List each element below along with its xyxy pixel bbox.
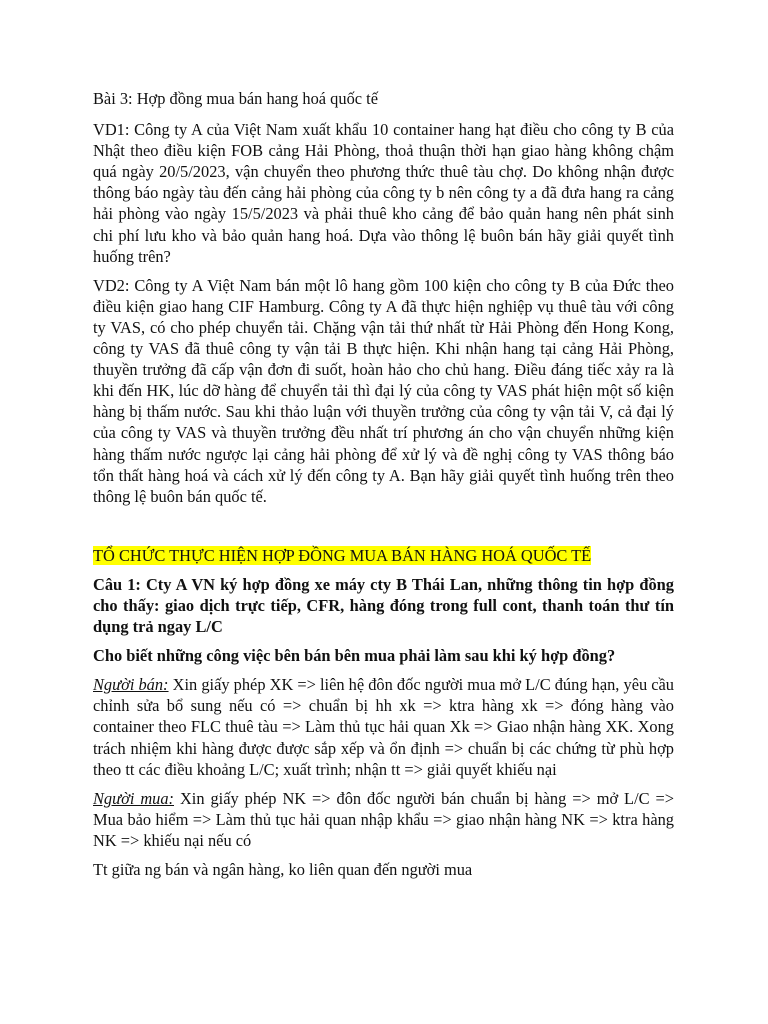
question-prompt: Cho biết những công việc bên bán bên mua phải làm sau khi ký hợp đồng? (93, 646, 616, 666)
section-heading-text: TỔ CHỨC THỰC HIỆN HỢP ĐỒNG MUA BÁN HÀNG HOÁ QUỐC TẾ (93, 545, 592, 565)
buyer-paragraph (93, 788, 674, 851)
question-1-statement: Câu 1: Cty A VN ký hợp đồng xe máy cty B Thái Lan, những thông tin hợp đồng cho thấy: giao dịch trực tiếp, CFR, hàng đóng trong full cont, thanh toán thư tín dụng trả ngay L/C (93, 574, 674, 637)
seller-text: Xin giấy phép XK => liên hệ đôn đốc người mua mở L/C đúng hạn, yêu cầu chỉnh sửa bổ sung nếu có => chuẩn bị hh xk => ktra hàng xk => đóng hàng vào container theo FLC thuê tàu => Làm thủ tục hải quan Xk => Giao nhận hàng XK. Xong trách nhiệm khi hàng được được sắp xếp và ổn định => chuẩn bị các chứng từ phù hợp theo tt các điều khoảng L/C; xuất trình; nhận tt => giải quyết khiếu nại (93, 675, 675, 779)
section-heading (93, 545, 674, 566)
seller-paragraph (93, 674, 674, 779)
example-2-paragraph: VD2: Công ty A Việt Nam bán một lô hang gồm 100 kiện cho công ty B của Đức theo điều kiện giao hang CIF Hamburg. Công ty A đã thực hiện nghiệp vụ thuê tàu với công ty VAS, có cho phép chuyển tải. Chặng vận tải thứ nhất từ Hải Phòng đến Hong Kong, công ty VAS đã thuê công ty vận tải B thực hiện. Khi nhận hang tại cảng Hải Phòng, thuyền trưởng đã cấp vận đơn đi suốt, hoàn hảo cho chủ hang. Điều đáng tiếc xảy ra là khi đến HK, lúc dỡ hàng để chuyển tải thì đại lý của công ty VAS phát hiện một số kiện hàng bị thấm nước. Sau khi thảo luận với thuyền trưởng của công ty vận tải V, cả đại lý của công ty VAS và thuyền trưởng đều nhất trí phương án cho vận chuyển những kiện hàng thấm nước ngược lại cảng hải phòng để xử lý và đề nghị công ty VAS thông báo tổn thất hàng hoá và cách xử lý đến công ty A. Bạn hãy giải quyết tình huống trên theo thông lệ buôn bán quốc tế. (93, 275, 674, 506)
lesson-title: Bài 3: Hợp đồng mua bán hang hoá quốc tế (93, 89, 378, 108)
example-1-paragraph: VD1: Công ty A của Việt Nam xuất khẩu 10 container hang hạt điều cho công ty B của Nhật theo điều kiện FOB cảng Hải Phòng, thoả thuận thời hạn giao hàng không chậm quá ngày 20/5/2023, vận chuyển theo phương thức thuê tàu chợ. Do không nhận được thông báo ngày tàu đến cảng hải phòng của công ty b nên công ty a đã đưa hang ra cảng hải phòng vào ngày 15/5/2023 và phải thuê kho cảng để bảo quản hang nên phát sinh chi phí lưu kho và bảo quản hang hoá. Dựa vào thông lệ buôn bán hãy giải quyết tình huống trên? (93, 120, 674, 266)
seller-label: Người bán: (93, 675, 169, 695)
document-page (93, 88, 674, 888)
buyer-text: Xin giấy phép NK => đôn đốc người bán chuẩn bị hàng => mở L/C => Mua bảo hiểm => Làm thủ tục hải quan nhập khẩu => giao nhận hàng NK => ktra hàng NK => khiếu nại nếu có (93, 788, 674, 850)
payment-note: Tt giữa ng bán và ngân hàng, ko liên quan đến người mua (93, 860, 473, 879)
buyer-label: Người mua: (93, 788, 174, 808)
